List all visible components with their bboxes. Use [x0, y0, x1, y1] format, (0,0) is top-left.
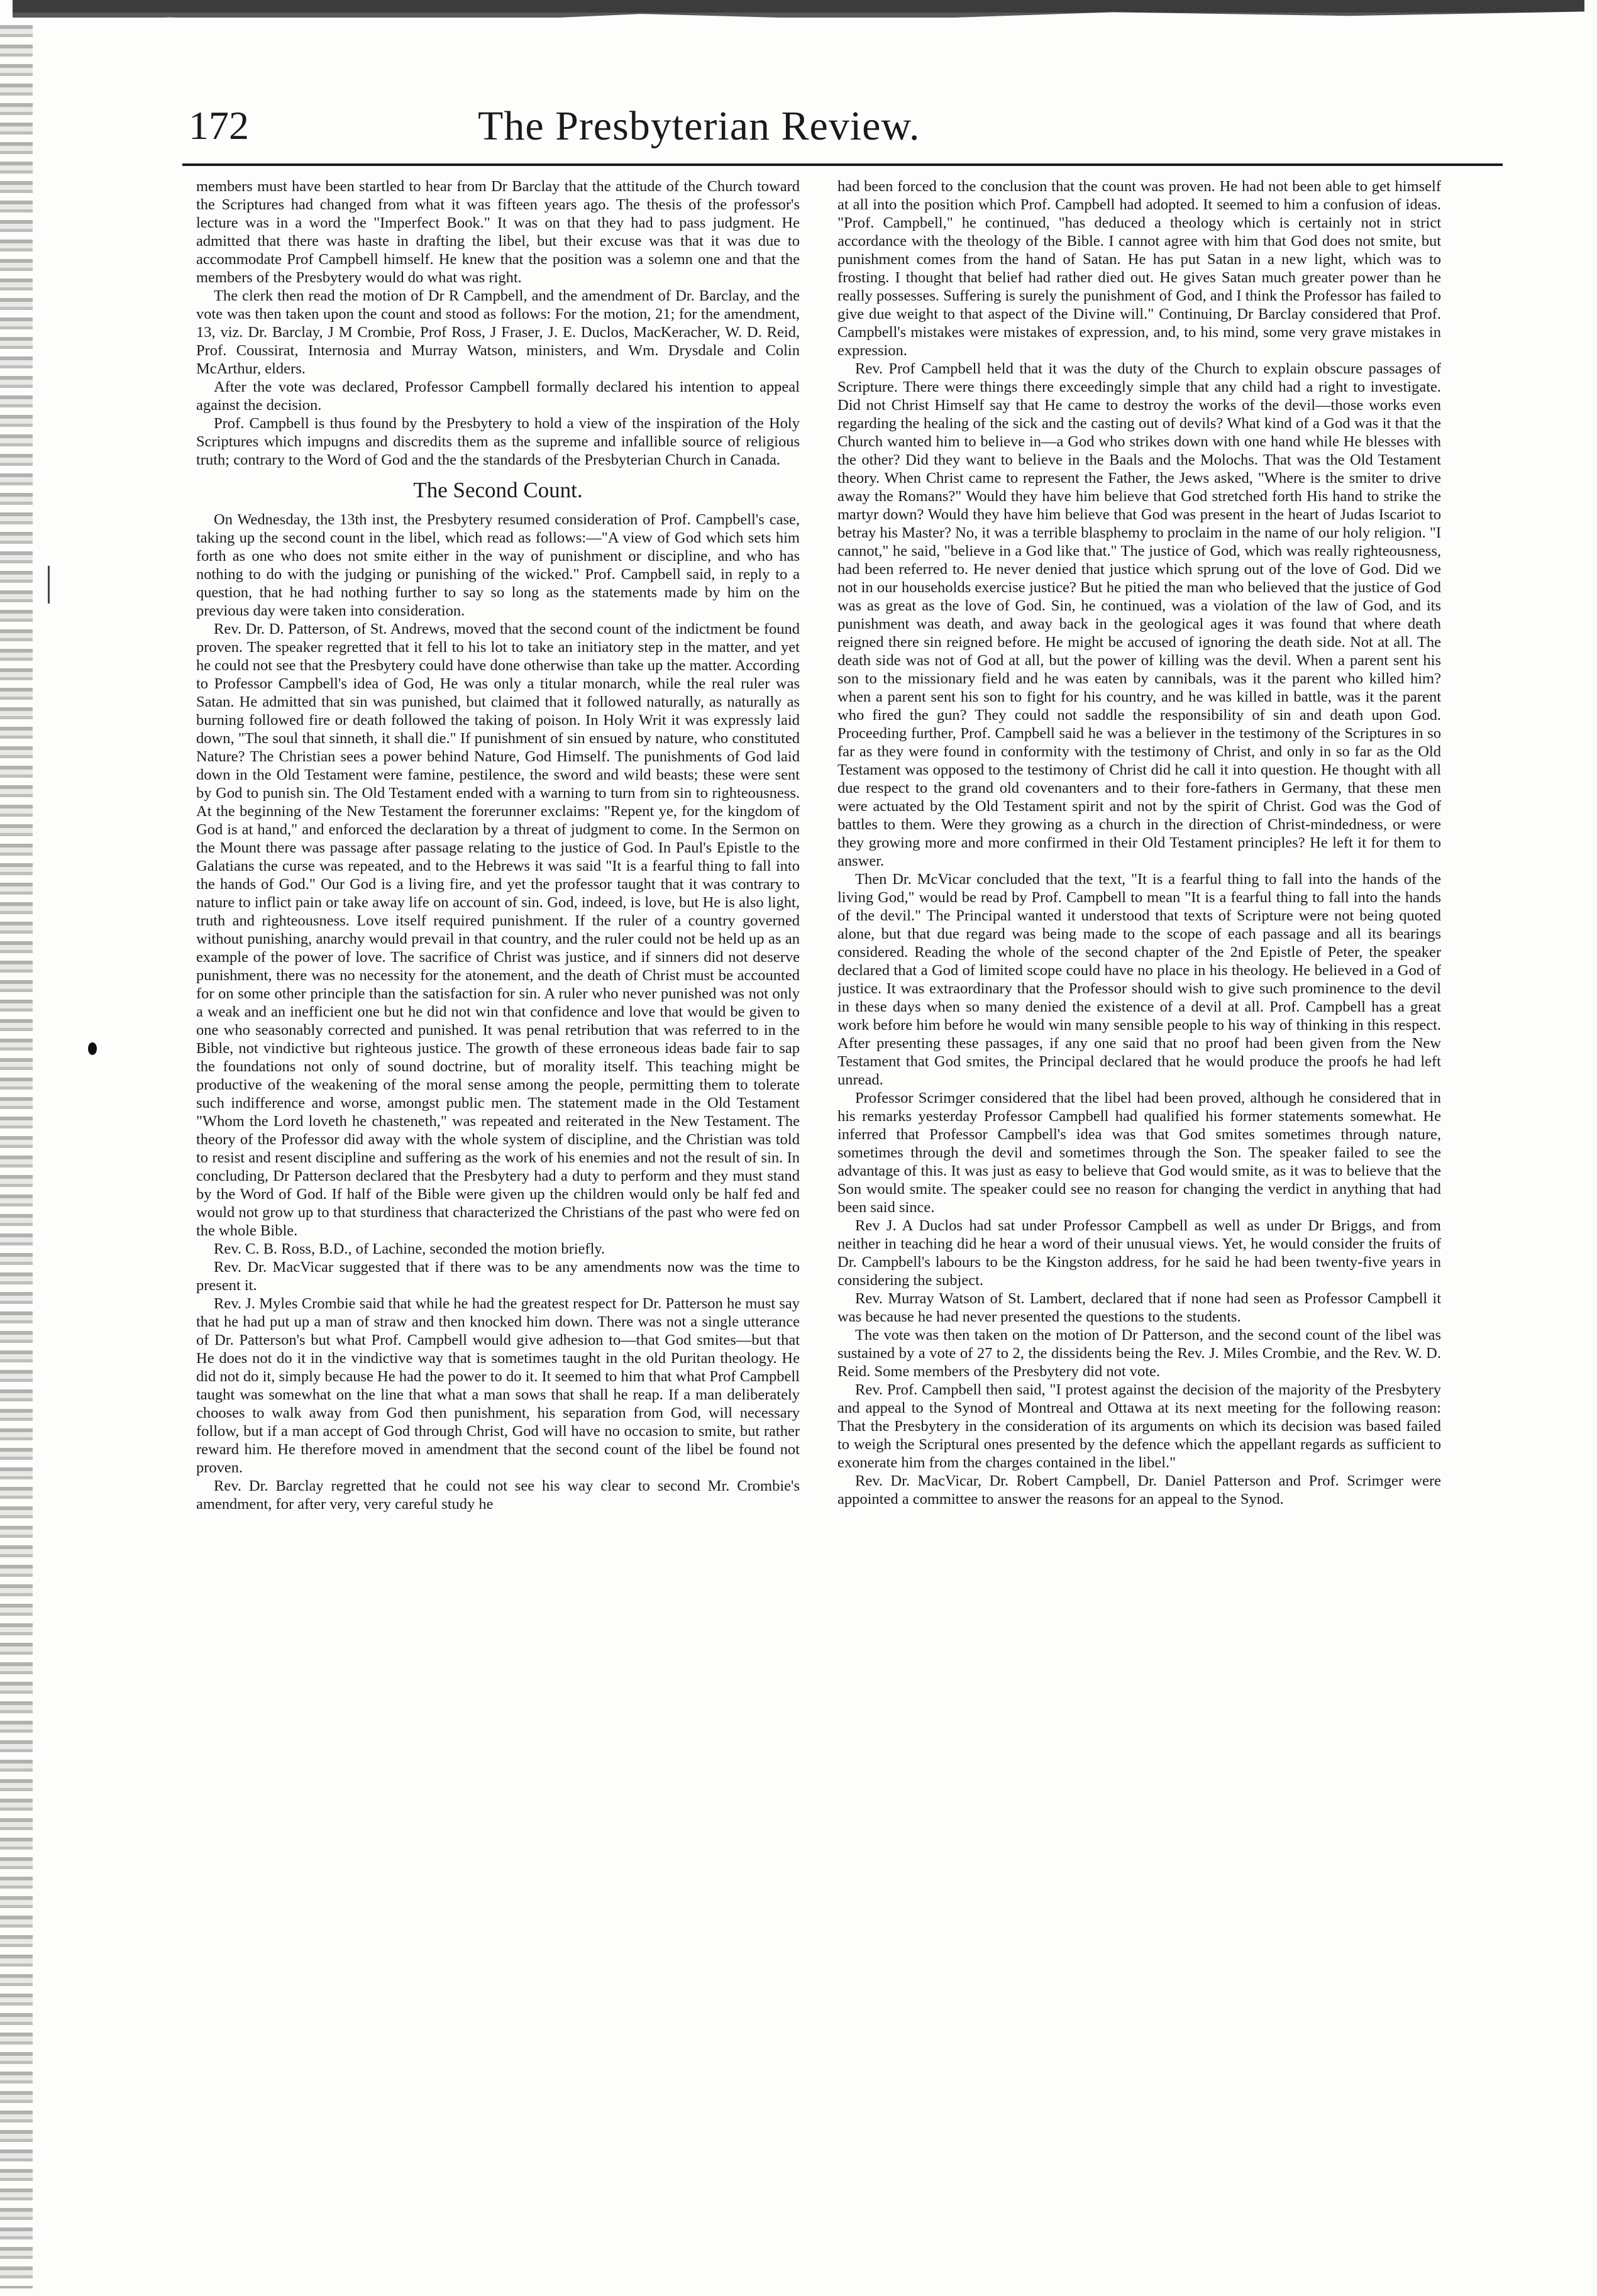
right-column [837, 177, 1441, 2277]
paragraph: Prof. Campbell is thus found by the Presbytery to hold a view of the inspiration of the Holy Scriptures which impugns and discredits them as the supreme and infallible source of religious truth; contrary to the Word of God and the the standards of the Presbyterian Church in Canada. [196, 415, 800, 468]
paragraph: After the vote was declared, Professor Campbell formally declared his intention to appeal against the decision. [196, 378, 800, 414]
paragraph: The vote was then taken on the motion of Dr Patterson, and the second count of the libel was sustained by a vote of 27 to 2, the dissidents being the Rev. J. Miles Crombie, and the Rev. W. D. Reid. Some members of the Presbytery did not vote. [837, 1327, 1441, 1380]
paragraph: Then Dr. McVicar concluded that the text, "It is a fearful thing to fall into the hands of the living God," would be read by Prof. Campbell to mean "It is a fearful thing to fall into the hands of the devil." The Principal wanted it understood that texts of Scripture were not being quoted alone, but that due regard was being made to the scope of each passage and all its bearings considered. Reading the whole of the second chapter of the 2nd Epistle of Peter, the speaker declared that a God of limited scope could have no place in his theology. He believed in a God of justice. It was extraordinary that the Professor should wish to give such prominence to the devil in these days when so many denied the existence of a devil at all. Prof. Campbell has a great work before him before he would win many sensible people to his way of thinking in this respect. After presenting these passages, if any one said that no proof had been given from the New Testament that God smites, the Principal declared that he would produce the proofs he had left unread. [837, 871, 1441, 1088]
left-column [196, 177, 800, 2277]
paragraph: members must have been startled to hear from Dr Barclay that the attitude of the Church toward the Scriptures had changed from what it was fifteen years ago. The thesis of the professor's lecture was in a word the "Imperfect Book." It was on that they had to pass judgment. He admitted that there was haste in drafting the libel, but their excuse was that it was due to accommodate Prof Campbell himself. He knew that the position was a solemn one and that the members of the Presbytery would do what was right. [196, 178, 800, 286]
scan-top-edge [13, 0, 1584, 29]
margin-dot [88, 1042, 97, 1055]
paragraph: Rev. C. B. Ross, B.D., of Lachine, seconded the motion briefly. [214, 1240, 605, 1257]
margin-mark [48, 566, 50, 604]
paragraph: Rev J. A Duclos had sat under Professor Campbell as well as under Dr Briggs, and from neither in teaching did he hear a word of their unusual views. Yet, he would consider the fruits of Dr. Campbell's labours to be the Kingston address, for he said he had been twenty-five years in considering the subject. [837, 1217, 1441, 1289]
paragraph: Rev. Dr. MacVicar, Dr. Robert Campbell, Dr. Daniel Patterson and Prof. Scrimger were appointed a committee to answer the reasons for an appeal to the Synod. [837, 1472, 1441, 1508]
page-number: 172 [189, 103, 249, 148]
paragraph: Professor Scrimger considered that the libel had been proved, although he considered that in his remarks yesterday Professor Campbell had qualified his former statements somewhat. He inferred that Professor Campbell's idea was that God smites sometimes through nature, sometimes through the devil and sometimes through the Son. The speaker failed to see the advantage of this. It was just as easy to believe that God would smite, as it was to believe that the Son would smite. The speaker could see no reason for changing the verdict in anything that had been said since. [837, 1090, 1441, 1216]
paragraph: Rev. Dr. Barclay regretted that he could not see his way clear to second Mr. Crombie's amendment, for after very, very careful study he [196, 1477, 800, 1513]
paragraph: had been forced to the conclusion that the count was proven. He had not been able to get himself at all into the position which Prof. Campbell had adopted. It seemed to him a confusion of ideas. "Prof. Campbell," he continued, "has deduced a theology which is certainly not in strict accordance with the theology of the Bible. I cannot agree with him that God does not smite, but punishment comes from the hand of Satan. He has put Satan in a new light, which was to frosting. I thought that belief had rather died out. He gives Satan much greater power than he really possesses. Suffering is surely the punishment of God, and I think the Professor has failed to give due weight to that aspect of the Divine will." Continuing, Dr Barclay considered that Prof. Campbell's mistakes were mistakes of expression, and, to his mind, some very grave mistakes in expression. [837, 178, 1441, 359]
paragraph: Rev. Dr. MacVicar suggested that if there was to be any amendments now was the time to present it. [196, 1259, 800, 1294]
paragraph: On Wednesday, the 13th inst, the Presbytery resumed consideration of Prof. Campbell's case, taking up the second count in the libel, which read as follows:—"A view of God which sets him forth as one who does not smite either in the way of punishment or discipline, and who has nothing to do with the judging or punishing of the wicked." Prof. Campbell said, in reply to a question, that he had nothing further to say so long as the statements made by him on the previous day were taken into consideration. [196, 511, 800, 619]
paragraph: Rev. Prof Campbell held that it was the duty of the Church to explain obscure passages of Scripture. There were things there exceedingly simple that any child had a right to investigate. Did not Christ Himself say that He came to destroy the works of the devil—those works even regarding the healing of the sick and the casting out of devils? What kind of a God was it that the Church wanted him to believe in—a God who strikes down with one hand while He blesses with the other? Did they want to believe in the Baals and the Molochs. That was the Old Testament theory. When Christ came to represent the Father, the Jews asked, "Where is the smiter to drive away the Romans?" Would they have him believe that God stretched forth His hand to strike the martyr down? Would they have him believe that God was present in the heart of Judas Iscariot to betray his Master? No, it was a terrible blasphemy to proclaim in the name of our holy religion. "I cannot," he said, "believe in a God like that." The justice of God, which was really righteousness, had been referred to. He never denied that justice which sprung out of the love of God. Did we not in our households exercise justice? But he pitied the man who believed that the justice of God was as great as the love of God. Sin, he continued, was a violation of the law of God, and its punishment was death, and away back in the geological ages it was found that where death reigned there sin reigned before. He might be accused of ignoring the death side. Not at all. The death side was not of God at all, but the power of killing was the devil. When a parent sent his son to the missionary field and he was eaten by cannibals, was it the parent who killed him? when a parent sent his son to fight for his country, and he was killed in battle, was it the parent who fired the gun? They could not saddle the responsibility of sin and death upon God. Proceeding further, Prof. Campbell said he was a believer in the testimony of the Scriptures in so far as they were found in conformity with the testimony of Christ, and only in so far as the Old Testament was opposed to the testimony of Christ did he call it into question. He thought with all due respect to the grand old covenanters and to their fore-fathers in Germany, that these men were actuated by the Old Testament spirit and not by the spirit of Christ. God was the God of battles to them. Were they growing as a church in the direction of Christ-mindedness, or were they growing more and more confirmed in their Old Testament principles? He left it for them to answer. [837, 360, 1441, 869]
journal-title: The Presbyterian Review. [478, 103, 920, 149]
section-heading: The Second Count. [413, 478, 583, 502]
paragraph: Rev. Prof. Campbell then said, "I protest against the decision of the majority of the Presbytery and appeal to the Synod of Montreal and Ottawa at its next meeting for the following reason: That the Presbytery in the consideration of its arguments on which its decision was based failed to weigh the Scriptural ones presented by the defence which the appellant regards as sufficient to exonerate him from the charges contained in the libel." [837, 1381, 1441, 1471]
paragraph: Rev. Dr. D. Patterson, of St. Andrews, moved that the second count of the indictment be found proven. The speaker regretted that it fell to his lot to take an initiatory step in the matter, and yet he could not see that the Presbytery could have done otherwise than take up the matter. According to Professor Campbell's idea of God, He was only a titular monarch, while the real ruler was Satan. He admitted that sin was punished, but claimed that it followed naturally, as naturally as burning followed fire or death followed the taking of poison. In Holy Writ it was expressly laid down, "The soul that sinneth, it shall die." If punishment of sin ensued by nature, who constituted Nature? The Christian sees a power behind Nature, God Himself. The punishments of God laid down in the Old Testament were famine, pestilence, the sword and wild beasts; these were sent by God to punish sin. The Old Testament ended with a warning to turn from sin to righteousness. At the beginning of the New Testament the forerunner exclaims: "Repent ye, for the kingdom of God is at hand," and enforced the declaration by a threat of judgment to come. In the Sermon on the Mount there was passage after passage relating to the justice of God. In Paul's Epistle to the Galatians the curse was repeated, and to the Hebrews it was said "It is a fearful thing to fall into the hands of God." Our God is a living fire, and yet the professor taught that it was contrary to nature to inflict pain or take away life on account of sin. God, indeed, is love, but He is also light, truth and righteousness. Love itself required punishment. If the ruler of a country governed without punishing, anarchy would prevail in that country, and the ruler could not be held up as an example of the power of love. The sacrifice of Christ was justice, and if sinners did not deserve punishment, there was no necessity for the atonement, and the death of Christ must be accounted for on some other principle than the satisfaction for sin. A ruler who never punished was not only a weak and an inefficient one but he did not win that confidence and love that would be given to one who seasonably corrected and punished. It was penal retribution that was referred to in the Bible, not vindictive but righteous justice. The growth of these erroneous ideas bade fair to sap the foundations not only of sound doctrine, but of morality itself. This teaching might be productive of the weakening of the moral sense among the people, permitting them to tolerate such indifference and worse, amongst public men. The statement made in the Old Testament "Whom the Lord loveth he chasteneth," was repeated and reiterated in the New Testament. The theory of the Professor did away with the whole system of discipline, and the Christian was told to resist and resent discipline and suffering as the work of his enemies and not the result of sin. In concluding, Dr Patterson declared that the Presbytery had a duty to perform and they must stand by the Word of God. If half of the Bible were given up the children would only be half fed and would not grow up to that sturdiness that characterized the Christians of the past who were fed on the whole Bible. [196, 621, 800, 1239]
paragraph: Rev. Murray Watson of St. Lambert, declared that if none had seen as Professor Campbell it was because he had never presented the questions to the students. [837, 1290, 1441, 1325]
paragraph: Rev. J. Myles Crombie said that while he had the greatest respect for Dr. Patterson he must say that he had put up a man of straw and then knocked him down. There was not a single utterance of Dr. Patterson's but what Prof. Campbell would give adhesion to—that God smites—but that He does not do it in the vindictive way that is sometimes taught in the old Puritan theology. He did not do it, simply because He had the power to do it. It seemed to him that what Prof Campbell taught was somewhat on the line that what a man sows that shall he reap. If a man deliberately chooses to walk away from God then punishment, his separation from God, will necessary follow, but if a man accept of God through Christ, God will have no occasion to smite, but rather reward him. He therefore moved in amendment that the second count of the libel be found not proven. [196, 1295, 800, 1476]
header-rule [182, 163, 1503, 166]
scan-left-edge [0, 25, 33, 2288]
paragraph: The clerk then read the motion of Dr R Campbell, and the amendment of Dr. Barclay, and the vote was then taken upon the count and stood as follows: For the motion, 21; for the amendment, 13, viz. Dr. Barclay, J M Crombie, Prof Ross, J Fraser, J. E. Duclos, MacKeracher, W. D. Reid, Prof. Coussirat, Internosia and Murray Watson, ministers, and Wm. Drysdale and Colin McArthur, elders. [196, 287, 800, 377]
